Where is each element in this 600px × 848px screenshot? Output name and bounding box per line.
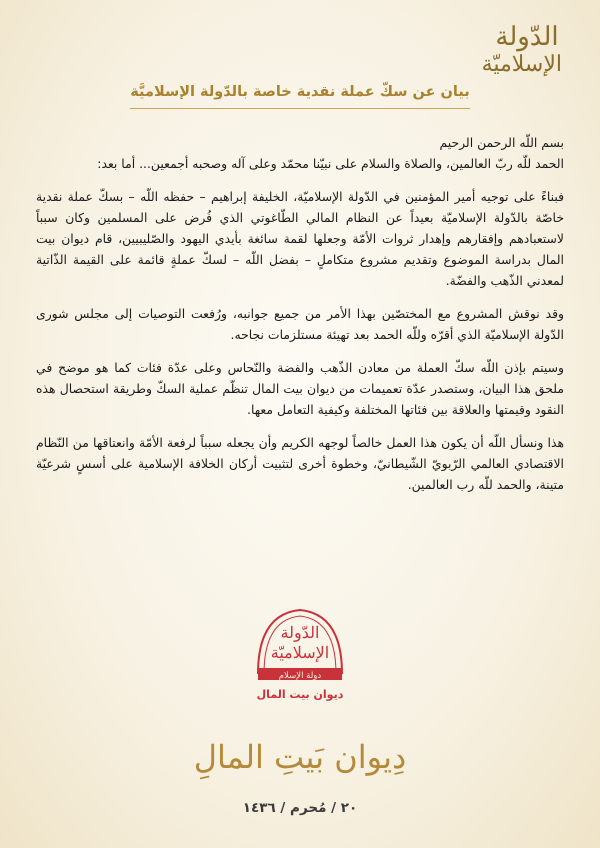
document-title: بيان عن سكّ عملة نقدية خاصة بالدّولة الإسلاميَّة xyxy=(130,84,470,100)
logo-line1: الدّولة xyxy=(495,22,559,52)
seal-line2: الإسلاميّة xyxy=(270,643,330,662)
treasury-calligraphy: دِيوان بَيتِ المالِ xyxy=(193,738,407,776)
seal-line1: الدّولة xyxy=(280,623,320,642)
document-body xyxy=(36,132,564,507)
document-date: ٢٠ / مُحرم / ١٤٣٦ xyxy=(242,800,358,816)
opening-paragraph: الحمد للّه ربّ العالمين، والصلاة والسلام على نبيّنا محمّد وعلى آله وصحبه أجمعين... أما بعد: xyxy=(97,156,564,171)
title-divider xyxy=(130,108,470,109)
paragraph-3: وسيتم بإذن اللّه سكّ العملة من معادن الذّهب والفضة والنّحاس وعلى عدّة فئات كما هو موضح في ملحق هذا البيان، وستصدر عدّة تعميمات من ديوان بيت المال تنظّم عملية السكّ وطريقة استحصال هذه النقود وقيمتها والعلاقة بين فئاتها المختلفة وكيفية التعامل معها. xyxy=(36,360,564,417)
paragraph-2: وقد نوقش المشروع مع المختصّين بهذا الأمر من جميع جوانبه، ورُفعت التوصيات إلى مجلس شورى الدّولة الإسلاميّة الذي أقرّه وللّه الحمد بعد تهيئة مستلزمات نجاحه. xyxy=(36,306,564,342)
paragraph-1: فبناءً على توجيه أمير المؤمنين في الدّولة الإسلاميّة، الخليفة إبراهيم – حفظه اللّه – بسكّ عملة نقدية خاصّة بالدّولة الإسلاميّة بعيداً عن النظام المالي الطّاغوتي الذي فُرض على المسلمين وكان سبباً لاستعبادهم وإفقارهم وإهدار ثروات الأمّة وجعلها لقمة سائغة بأيدي اليهود والصّليبيين، قام ديوان بيت المال بدراسة الموضوع وتقديم مشروع متكاملٍ – بفضل اللّه – لسكّ عملةٍ قائمة على القيمة الذّاتية لمعدني الذّهب والفضّة. xyxy=(36,189,564,288)
islamic-state-logo xyxy=(481,22,562,78)
seal-caption: ديوان بيت المال xyxy=(256,688,344,701)
seal-band: دولة الإسلام xyxy=(278,671,322,681)
logo-line2: الإسلاميّة xyxy=(481,52,562,77)
treasury-seal xyxy=(228,604,372,710)
paragraph-4: هذا ونسأل اللّه أن يكون هذا العمل خالصاً لوجهه الكريم وأن يجعله سبباً لرفعة الأمّة وانعتاقها من النّظام الاقتصادي العالمي الرّبويّ الشّيطانيّ، وخطوة أخرى لتثبيت أركان الخلافة الإسلامية على أسسٍ شرعيّة متينة، والحمد للّه رب العالمين. xyxy=(36,435,564,492)
basmala: بسم اللّه الرحمن الرحيم xyxy=(439,135,564,150)
